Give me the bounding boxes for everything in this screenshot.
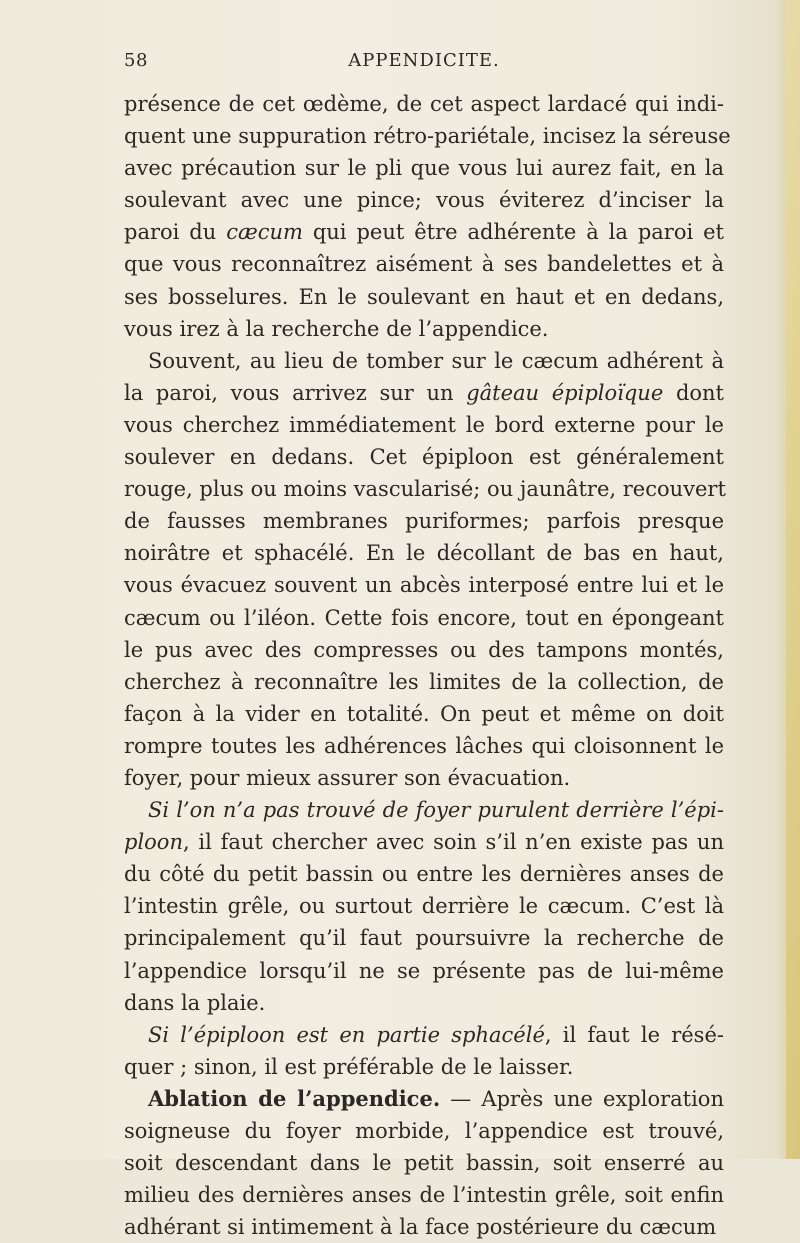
text-line: façon à la vider en totalité. On peut et même on doit bbox=[124, 701, 724, 726]
text-line: ploon, il faut chercher avec soin s’il n’en existe pas un bbox=[124, 830, 724, 855]
text-line: principalement qu’il faut poursuivre la recherche de bbox=[124, 926, 724, 951]
page-number: 58 bbox=[124, 50, 148, 71]
text-line: adhérant si intimement à la face postérieure du cæcum bbox=[124, 1215, 717, 1240]
page-header bbox=[124, 50, 724, 80]
text-line: l’appendice lorsqu’il ne se présente pas de lui-même bbox=[124, 958, 724, 983]
running-title: APPENDICITE. bbox=[348, 50, 500, 71]
text-line: dans la plaie. bbox=[124, 990, 266, 1015]
text-line: de fausses membranes puriformes; parfois presque bbox=[124, 509, 724, 534]
text-line: Souvent, au lieu de tomber sur le cæcum adhérent à bbox=[148, 348, 724, 373]
text-line: ses bosselures. En le soulevant en haut et en dedans, bbox=[124, 284, 724, 309]
text-line: soigneuse du foyer morbide, l’appendice est trouvé, bbox=[124, 1119, 724, 1143]
text-line: noirâtre et sphacélé. En le décollant de bas en haut, bbox=[124, 541, 724, 566]
text-line: vous irez à la recherche de l’appendice. bbox=[124, 316, 549, 341]
text-line: soit descendant dans le petit bassin, soit enserré au bbox=[124, 1151, 724, 1176]
text-line: vous cherchez immédiatement le bord externe pour le bbox=[124, 412, 724, 437]
text-line: milieu des dernières anses de l’intestin grêle, soit enfin bbox=[124, 1183, 724, 1208]
text-line: Si l’on n’a pas trouvé de foyer purulent derrière l’épi- bbox=[148, 798, 724, 823]
section-heading: Ablation de l’appendice. bbox=[148, 1085, 441, 1111]
text-line: avec précaution sur le pli que vous lui aurez fait, en la bbox=[124, 156, 724, 181]
text-line: quent une suppuration rétro-pariétale, incisez la séreuse bbox=[124, 124, 731, 149]
text-line: foyer, pour mieux assurer son évacuation. bbox=[124, 765, 571, 790]
text-line: rompre toutes les adhérences lâches qui cloisonnent le bbox=[124, 733, 724, 758]
text-line: la paroi, vous arrivez sur un gâteau épiploïque dont bbox=[124, 380, 724, 405]
text-line: cherchez à reconnaître les limites de la collection, de bbox=[124, 669, 724, 694]
text-line: le pus avec des compresses ou des tampons montés, bbox=[124, 637, 724, 662]
body-text bbox=[124, 88, 731, 1243]
text-line: l’intestin grêle, ou surtout derrière le cæcum. C’est là bbox=[124, 894, 724, 919]
text-line: cæcum ou l’iléon. Cette fois encore, tout en épongeant bbox=[124, 605, 724, 630]
text-line: présence de cet œdème, de cet aspect lardacé qui indi- bbox=[124, 92, 724, 116]
text-line: que vous reconnaîtrez aisément à ses bandelettes et à bbox=[124, 252, 724, 277]
text-line: vous évacuez souvent un abcès interposé entre lui et le bbox=[124, 573, 724, 598]
page-edge-stain bbox=[786, 0, 800, 1159]
text-line: du côté du petit bassin ou entre les dernières anses de bbox=[124, 862, 724, 887]
text-line: soulevant avec une pince; vous éviterez d’inciser la bbox=[124, 188, 724, 213]
text-line: soulever en dedans. Cet épiploon est généralement bbox=[124, 445, 724, 470]
text-line: paroi du cæcum qui peut être adhérente à la paroi et bbox=[124, 220, 724, 245]
text-line: rouge, plus ou moins vascularisé; ou jaunâtre, recouvert bbox=[124, 477, 726, 502]
text-line: Si l’épiploon est en partie sphacélé, il faut le résé- bbox=[148, 1022, 724, 1047]
text-line: quer ; sinon, il est préférable de le laisser. bbox=[124, 1054, 574, 1079]
text-line: Ablation de l’appendice. — Après une exploration bbox=[148, 1085, 724, 1111]
